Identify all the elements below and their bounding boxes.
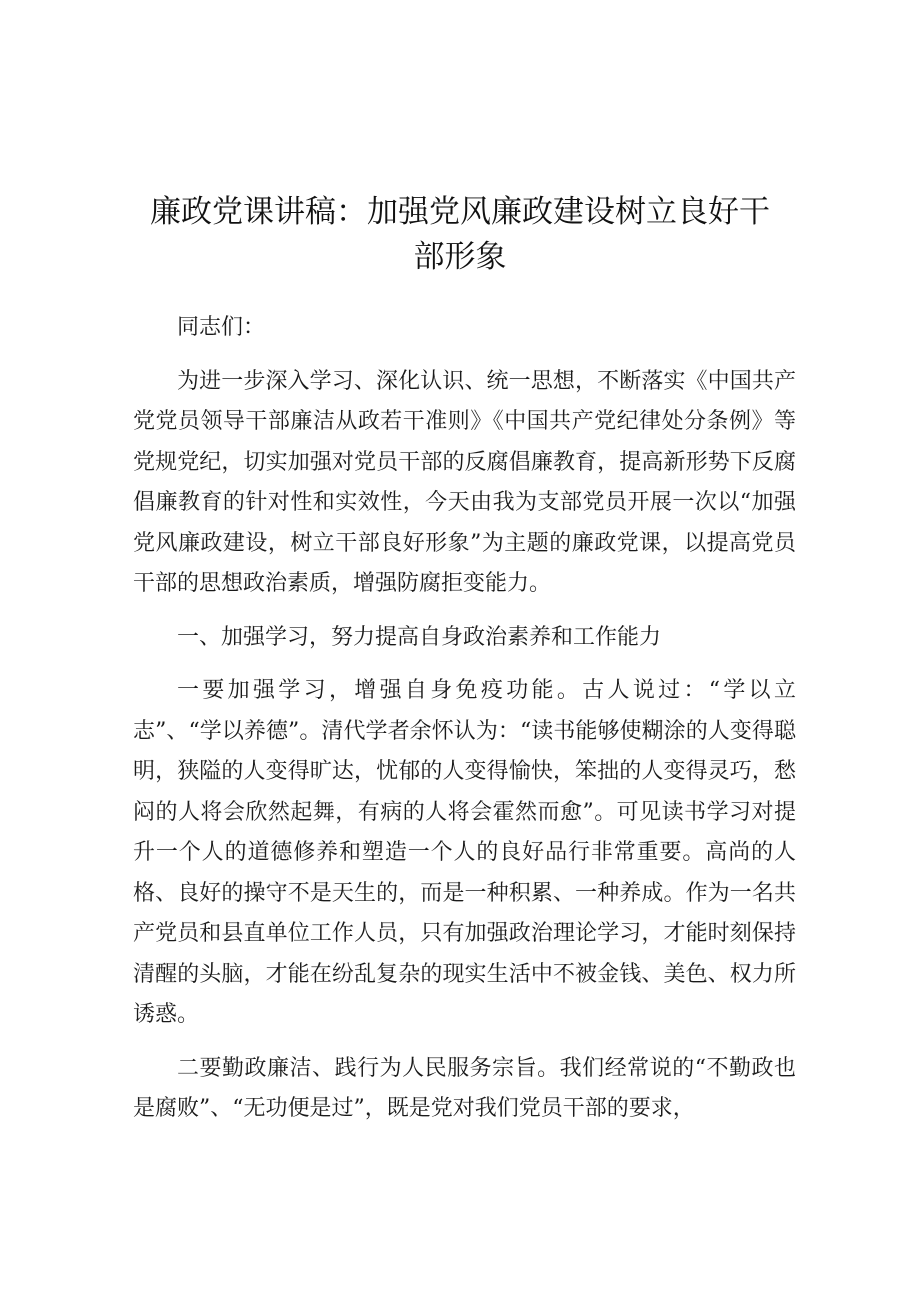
title-line-2: 部形象: [413, 239, 507, 275]
document-body: [133, 308, 796, 1143]
title-line-1: 廉政党课讲稿：加强党风廉政建设树立良好干: [150, 194, 770, 230]
paragraph-diligence: 二要勤政廉洁、践行为人民服务宗旨。我们经常说的“不勤政也是腐败”、“无功便是过”，既是党对我们党员干部的要求，: [133, 1055, 796, 1121]
section-heading-1: 一、加强学习，努力提高自身政治素养和工作能力: [177, 624, 662, 650]
salutation: 同志们：: [177, 315, 266, 340]
document-title: [130, 190, 790, 280]
paragraph-intro: 为进一步深入学习、深化认识、统一思想，不断落实《中国共产党党员领导干部廉洁从政若干准则》《中国共产党纪律处分条例》等党规党纪，切实加强对党员干部的反腐倡廉教育，提高新形势下反腐倡廉教育的针对性和实效性，今天由我为支部党员开展一次以“加强党风廉政建设，树立干部良好形象”为主题的廉政党课，以提高党员干部的思想政治素质，增强防腐拒变能力。: [133, 368, 796, 596]
paragraph-study: 一要加强学习，增强自身免疫功能。古人说过：“学以立志”、“学以养德”。清代学者余怀认为：“读书能够使糊涂的人变得聪明，狭隘的人变得旷达，忧郁的人变得愉快，笨拙的人变得灵巧，愁闷的人将会欣然起舞，有病的人将会霍然而愈”。可见读书学习对提升一个人的道德修养和塑造一个人的良好品行非常重要。高尚的人格、良好的操守不是天生的，而是一种积累、一种养成。作为一名共产党员和县直单位工作人员，只有加强政治理论学习，才能时刻保持清醒的头脑，才能在纷乱复杂的现实生活中不被金钱、美色、权力所诱惑。: [133, 678, 796, 1027]
